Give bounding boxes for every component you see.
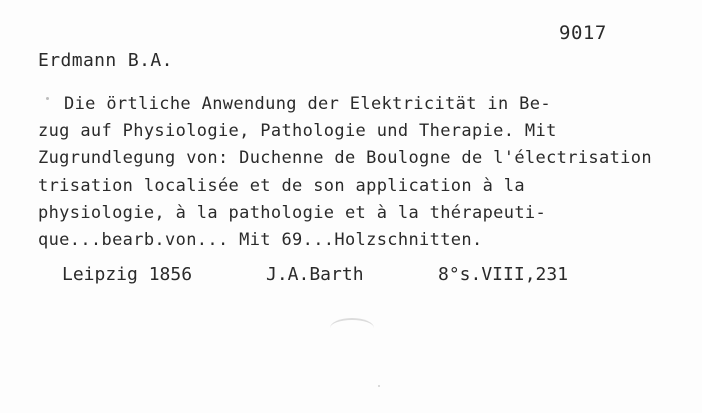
title-line-3: Zugrundlegung von: Duchenne de Boulogne de l'électrisation: [38, 148, 652, 168]
title-line-6: que...bearb.von... Mit 69...Holzschnitten.: [38, 230, 483, 250]
title-line-4: trisation localisée et de son application à la: [38, 176, 525, 196]
imprint-collation: 8°s.VIII,231: [438, 264, 569, 285]
title-line-5: physiologie, à la pathologie et à la thérapeuti-: [38, 203, 547, 223]
author-heading: Erdmann B.A.: [38, 50, 173, 71]
imprint-place-year: Leipzig 1856: [62, 264, 193, 285]
title-line-2: zug auf Physiologie, Pathologie und Therapie. Mit: [38, 121, 557, 141]
imprint-publisher: J.A.Barth: [266, 264, 364, 285]
paper-smudge: [330, 318, 374, 338]
ink-speck: [46, 97, 49, 100]
call-number: 9017: [559, 22, 607, 44]
title-line-1: Die örtliche Anwendung der Elektricität in Be-: [64, 94, 551, 114]
ink-speck: [378, 385, 380, 387]
